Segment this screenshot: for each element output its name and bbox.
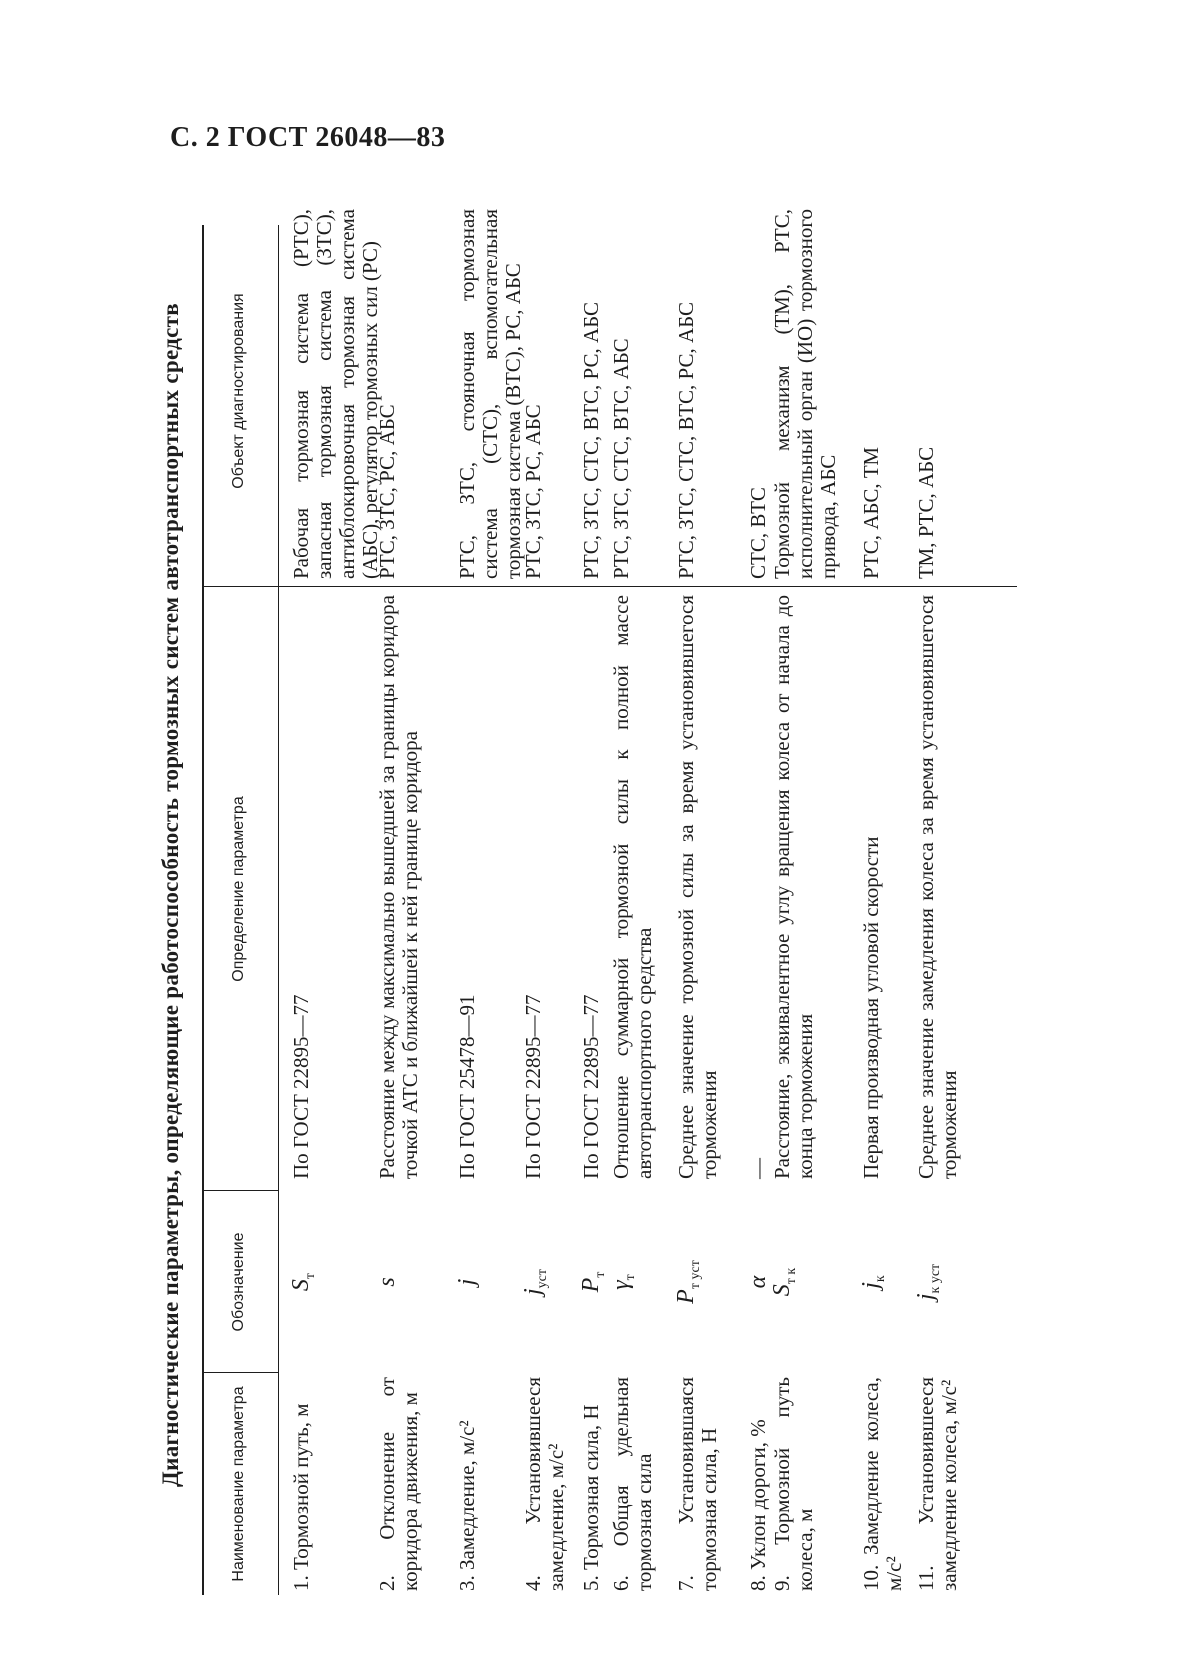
row-3-definition-text: По ГОСТ 25478—91 [455, 994, 479, 1179]
row-9-object-text: Тормозной механизм (ТМ), РТС, исполнительный орган (ИО) тормозного привода, АБС [770, 209, 840, 579]
row-6-object-text: РТС, ЗТС, СТС, ВТС, АБС [609, 338, 633, 579]
row-4-symbol-sub: уст [534, 1269, 550, 1289]
row-5-symbol-sub: т [592, 1271, 608, 1278]
row-2-object-text: РТС, ЗТС, РС, АБС [375, 404, 399, 579]
row-10-definition [860, 595, 883, 1179]
col-header-object: Объект диагностирования [230, 293, 247, 489]
row-4-symbol-main: $j_{уст}$ [520, 1269, 550, 1296]
table-top-rule [202, 225, 204, 1595]
row-6-symbol-main: $\gamma_т$ [608, 1274, 638, 1290]
row-5-name [580, 1377, 603, 1591]
row-3-object [456, 209, 525, 579]
row-8-object [747, 209, 770, 579]
row-6-symbol [610, 1191, 642, 1373]
row-11-definition-text: Среднее значение замедления колеса за время установившегося торможения [914, 595, 961, 1179]
row-4-definition [522, 595, 545, 1179]
row-10-name [860, 1377, 906, 1591]
row-8-symbol-main: α [745, 1275, 771, 1289]
row-11-symbol [915, 1191, 947, 1373]
row-10-symbol-main: $j_к$ [858, 1275, 888, 1289]
col-header-definition: Определение параметра [230, 796, 247, 982]
row-11-object [915, 209, 938, 579]
row-7-symbol-main: $P_{т уст}$ [673, 1260, 703, 1304]
row-10-name-text: 10. Замедление колеса, м/с² [859, 1377, 906, 1591]
row-5-name-text: 5. Тормозная сила, Н [579, 1404, 603, 1591]
row-9-definition-text: Расстояние, эквивалентное углу вращения колеса от начала до конца торможения [770, 595, 817, 1179]
row-9-definition [771, 595, 817, 1179]
row-1-symbol-sub: т [302, 1272, 318, 1280]
row-3-object-text: РТС, ЗТС, стояночная тормозная система (СТС), вспомогательная тормозная система (ВТС), РС, АБС [455, 209, 525, 579]
row-4-name-text: 4. Установившееся замедление, м/с² [521, 1377, 568, 1591]
row-11-name-text: 11. Установившееся замедление колеса, м/с² [914, 1377, 961, 1591]
rotated-table [140, 185, 1090, 1605]
row-1-name [290, 1377, 313, 1591]
row-8-definition [747, 595, 770, 1179]
page-header: С. 2 ГОСТ 26048—83 [170, 122, 446, 153]
row-2-object [376, 209, 399, 579]
row-6-symbol-sub: т [622, 1274, 638, 1281]
row-7-name [675, 1377, 721, 1591]
row-6-definition [610, 595, 656, 1179]
row-2-definition-text: Расстояние между максимально вышедшей за границы коридора точкой АТС и ближайшей к ней границе коридора [375, 595, 422, 1179]
row-9-name-text: 9. Тормозной путь колеса, м [770, 1377, 817, 1591]
table-title: Диагностические параметры, определяющие работоспособность тормозных систем автотранспортных средств [158, 303, 183, 1487]
row-9-symbol [771, 1191, 803, 1373]
row-11-symbol-main: $j_{к уст}$ [913, 1263, 943, 1301]
row-7-definition-text: Среднее значение тормозной силы за время установившегося торможения [674, 595, 721, 1179]
row-8-object-text: СТС, ВТС [746, 487, 770, 579]
row-4-object [522, 209, 545, 579]
row-3-symbol [456, 1191, 479, 1373]
row-8-name [747, 1377, 770, 1591]
row-11-definition [915, 595, 961, 1179]
row-4-symbol [522, 1191, 554, 1373]
row-1-object [290, 209, 382, 579]
row-5-object-text: РТС, ЗТС, СТС, ВТС, РС, АБС [579, 301, 603, 579]
row-1-name-text: 1. Тормозной путь, м [289, 1403, 313, 1591]
row-3-symbol-main: j [454, 1278, 480, 1286]
row-10-symbol-sub: к [872, 1275, 888, 1283]
row-7-object-text: РТС, ЗТС, СТС, ВТС, РС, АБС [674, 301, 698, 579]
row-10-object [860, 209, 883, 579]
row-11-object-text: ТМ, РТС, АБС [914, 446, 938, 579]
row-3-name [456, 1377, 479, 1591]
row-1-symbol-main: $S_т$ [288, 1272, 318, 1292]
row-5-definition-text: По ГОСТ 22895—77 [579, 994, 603, 1179]
row-2-name [376, 1377, 422, 1591]
row-4-object-text: РТС, ЗТС, РС, АБС [521, 404, 545, 579]
row-9-symbol-sub: т к [783, 1267, 799, 1285]
row-9-name [771, 1377, 817, 1591]
row-3-definition [456, 595, 479, 1179]
col-header-name: Наименование параметра [230, 1386, 247, 1582]
row-10-definition-text: Первая производная угловой скорости [859, 836, 883, 1179]
row-6-name [610, 1377, 656, 1591]
row-1-definition-text: По ГОСТ 22895—77 [289, 994, 313, 1179]
row-11-name [915, 1377, 961, 1591]
row-8-definition-text: — [746, 1158, 770, 1179]
row-5-symbol-main: $P_т$ [578, 1271, 608, 1293]
row-2-symbol-main: s [374, 1277, 400, 1287]
row-9-symbol-main: $S_{т к}$ [769, 1267, 799, 1297]
row-7-definition [675, 595, 721, 1179]
row-7-object [675, 209, 698, 579]
row-11-symbol-sub: к уст [927, 1263, 943, 1294]
row-7-symbol-sub: т уст [687, 1260, 703, 1290]
row-1-object-text: Рабочая тормозная система (РТС), запасная тормозная система (ЗТС), антиблокировочная тормозная система (АБС), регулятор тормозных сил (РС) [289, 209, 382, 579]
row-2-definition [376, 595, 422, 1179]
row-8-symbol [747, 1191, 770, 1373]
header-bottom-rule [278, 225, 279, 1595]
row-10-symbol [860, 1191, 892, 1373]
row-4-definition-text: По ГОСТ 22895—77 [521, 994, 545, 1179]
row-2-name-text: 2. Отклонение от коридора движения, м [375, 1377, 422, 1591]
row-6-definition-text: Отношение суммарной тормозной силы к полной массе автотранспортного средства [609, 595, 656, 1179]
row-1-symbol [290, 1191, 322, 1373]
row-8-name-text: 8. Уклон дороги, % [746, 1419, 770, 1591]
row-2-symbol [376, 1191, 399, 1373]
row-5-definition [580, 595, 603, 1179]
row-6-name-text: 6. Общая удельная тормозная сила [609, 1377, 656, 1591]
row-5-object [580, 209, 603, 579]
col-sep-3 [202, 586, 1017, 587]
row-3-name-text: 3. Замедление, м/с² [455, 1420, 479, 1591]
row-7-symbol [675, 1191, 707, 1373]
row-7-name-text: 7. Установившаяся тормозная сила, Н [674, 1377, 721, 1591]
row-10-object-text: РТС, АБС, ТМ [859, 446, 883, 579]
row-9-object [771, 209, 840, 579]
row-6-object [610, 209, 633, 579]
row-1-definition [290, 595, 313, 1179]
row-4-name [522, 1377, 568, 1591]
col-header-symbol: Обозначение [230, 1232, 247, 1332]
